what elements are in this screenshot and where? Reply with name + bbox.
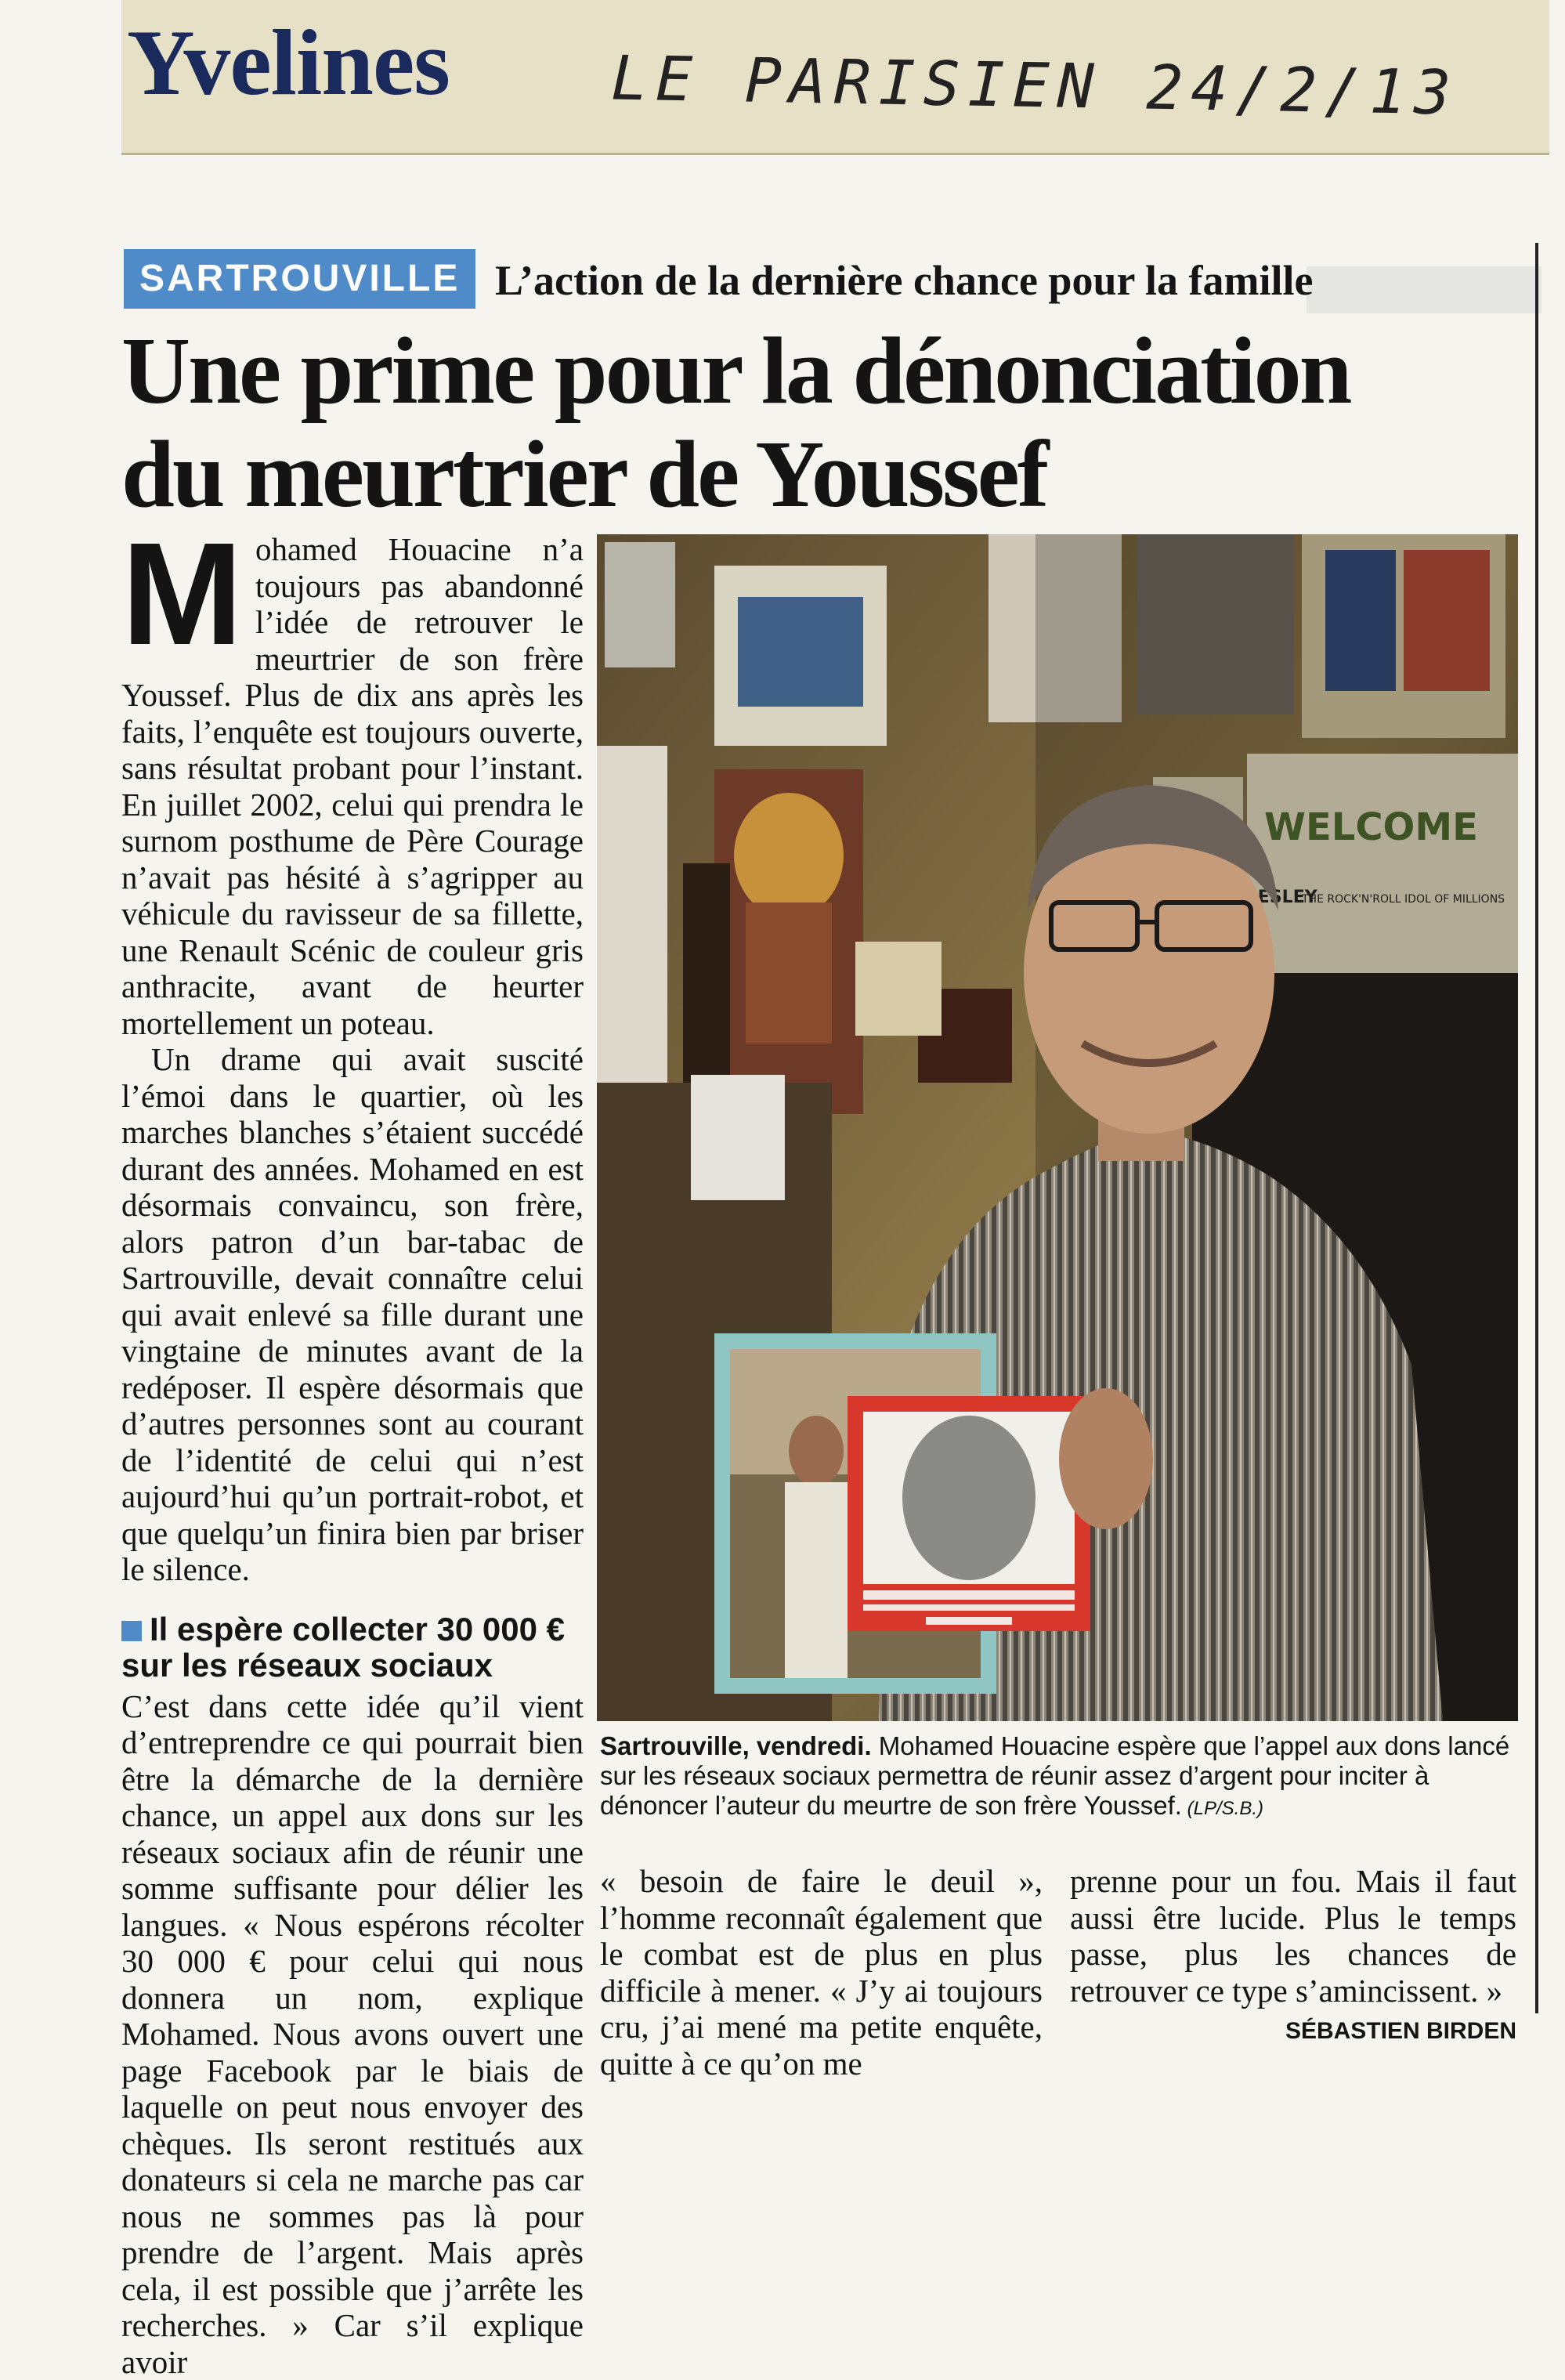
headline-line-1: Une prime pour la dénonciation (121, 320, 1516, 423)
headline-line-2: du meurtrier de Youssef (121, 423, 1516, 526)
article-column-2 (600, 1863, 1043, 2082)
headline (121, 320, 1516, 526)
paragraph-1-text: ohamed Houacine n’a toujours pas abandonné l’idée de retrouver le meurtrier de son frère Youssef. Plus de dix ans après les faits, l’enquête est toujours ouverte, sans résultat probant pour l’instant. En juillet 2002, celui qui prendra le surnom posthume de Père Courage n’avait pas hésité à s’agripper au véhicule du ravisseur de sa fillette, une Renault Scénic de couleur gris anthracite, avant de heurter mortellement un poteau. (121, 531, 584, 1041)
article-column-3 (1070, 1863, 1516, 2050)
square-bullet-icon (121, 1621, 142, 1641)
caption-text: Mohamed Houacine espère que l’appel aux dons lancé sur les réseaux sociaux permettra de réunir assez d’argent pour inciter à dénoncer l’auteur du meurtre de son frère Youssef. (600, 1731, 1509, 1820)
article-column-3-text: prenne pour un fou. Mais il faut aussi être lucide. Plus le temps passe, plus les chances de retrouver ce type s’amincissent. » (1070, 1863, 1516, 2009)
wall-poster (605, 542, 675, 667)
article-column-1 (121, 531, 584, 2380)
kicker-text: L’action de la dernière chance pour la famille (495, 251, 1313, 310)
article-column-2-text: « besoin de faire le deuil », l’homme reconnaît également que le combat est de plus en plus difficile à mener. « J’y ai toujours cru, j’ai mené ma petite enquête, quitte à ce qu’on me (600, 1863, 1043, 2082)
subheading (121, 1611, 584, 1684)
byline: SÉBASTIEN BIRDEN (1070, 2013, 1516, 2050)
article-paragraph-1 (121, 531, 584, 1041)
drop-cap: M (121, 536, 243, 653)
handwritten-source-note: LE PARISIEN 24/2/13 (610, 40, 1459, 133)
wall-poster (597, 746, 667, 1114)
location-tag: SARTROUVILLE (124, 249, 475, 309)
article-photo (597, 534, 1518, 1721)
caption-lead: Sartrouville, vendredi. (600, 1731, 872, 1760)
subheading-text: Il espère collecter 30 000 € sur les réseaux sociaux (121, 1611, 565, 1684)
article-paragraph-2: Un drame qui avait suscité l’émoi dans le quartier, où les marches blanches s’étaient succédé durant des années. Mohamed en est désormais convaincu, son frère, alors patron d’un bar-tabac de Sartrouville, devait connaître celui qui avait enlevé sa fille durant une vingtaine de minutes avant de la redéposer. Il espère désormais que d’autres personnes sont au courant de l’identité de celui qui n’est aujourd’hui qu’un portrait-robot, et que quelqu’un finira bien par briser le silence. (121, 1041, 584, 1588)
section-title: Yvelines (127, 8, 450, 118)
photo-credit: (LP/S.B.) (1182, 1798, 1263, 1819)
column-rule (1535, 243, 1538, 2013)
neighbor-article-fragment (1307, 266, 1542, 313)
article-paragraph-3: C’est dans cette idée qu’il vient d’entreprendre ce qui pourrait bien être la démarche de la dernière chance, un appel aux dons sur les réseaux sociaux afin de réunir une somme suffisante pour délier les langues. « Nous espérons récolter 30 000 € pour celui qui nous donnera un nom, explique Mohamed. Nous avons ouvert une page Facebook par le biais de laquelle on peut nous envoyer des chèques. Ils seront restitués aux donateurs si cela ne marche pas car nous ne sommes pas là pour prendre de l’argent. Mais après cela, il est possible que j’arrête les recherches. » Car s’il explique avoir (121, 1688, 584, 2380)
photo-caption (600, 1731, 1518, 1824)
